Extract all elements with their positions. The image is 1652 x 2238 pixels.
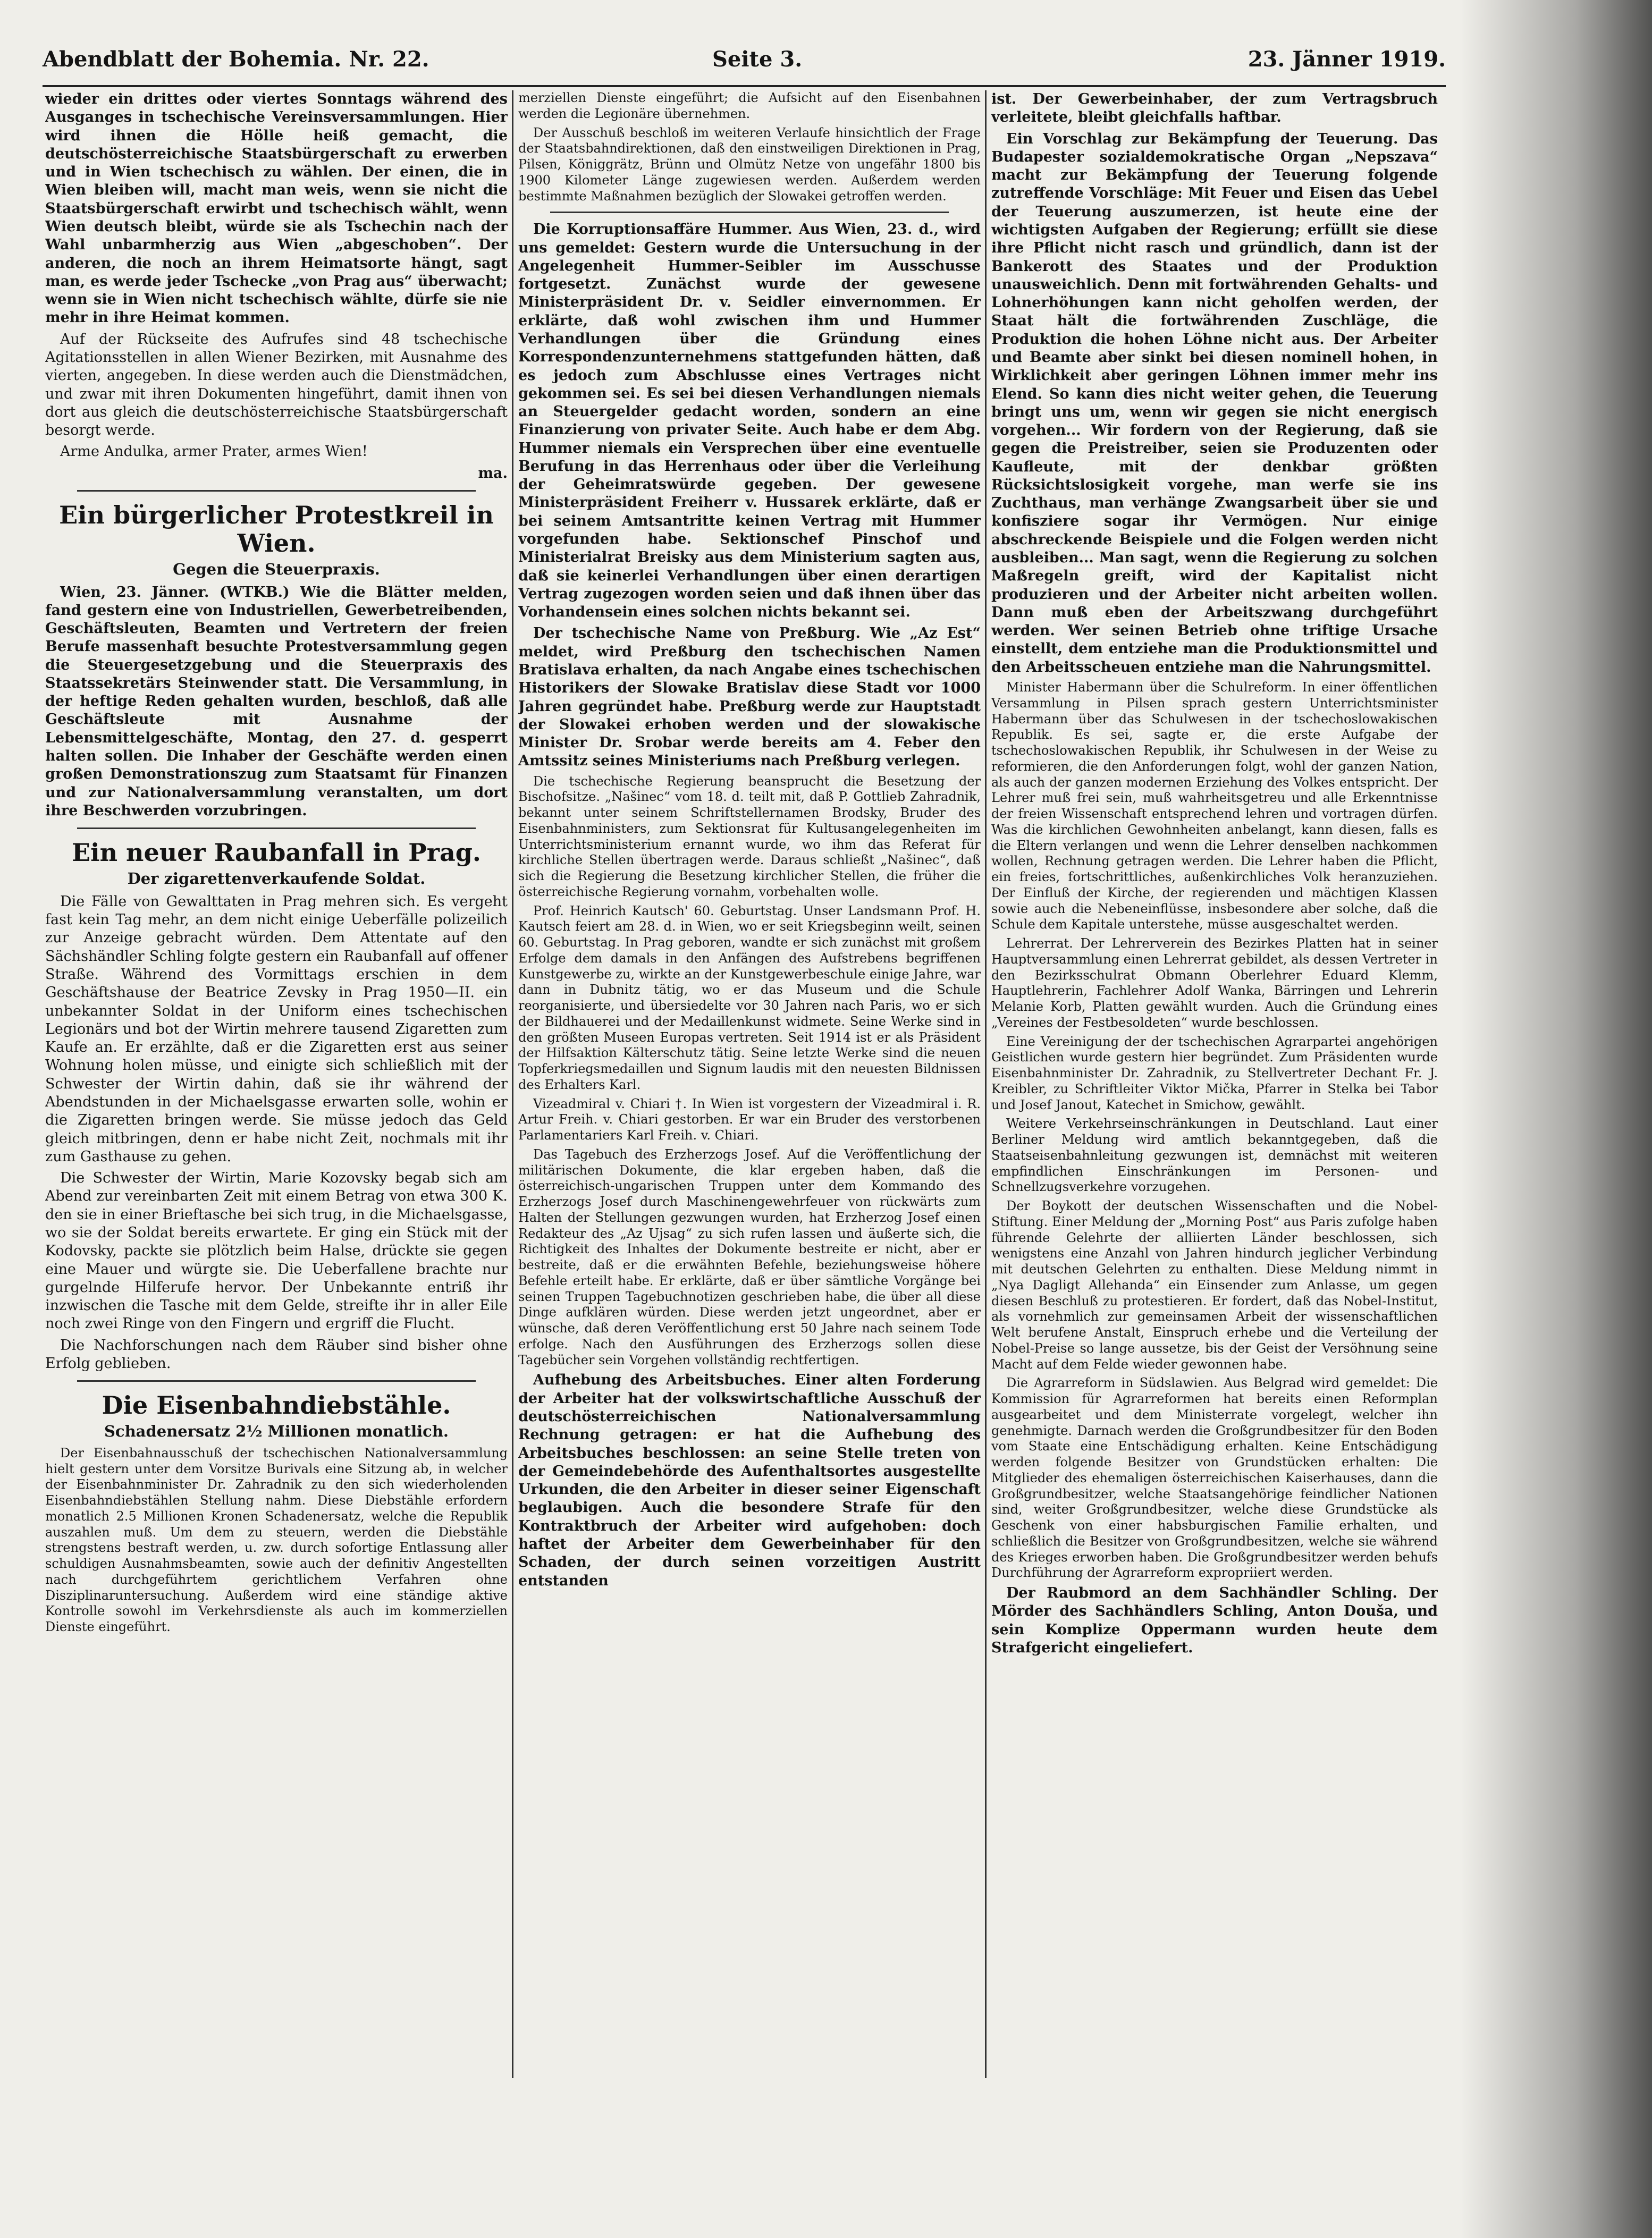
article-separator [77,827,476,829]
article-separator [550,212,949,213]
article-paragraph: Lehrerrat. Der Lehrerverein des Bezirkes Platten hat in seiner Hauptversammlung einen Lehrerrat gebildet, als dessen Vertreter in den Bezirksschulrat Obmann Oberlehrer Eduard Klemm, Hauptlehrerin, Fachlehrer Adolf Wanka, Bärringen und Lehrerin Melanie Korb, Platten gewählt wurden. Auch die Gründung eines „Vereines der Festbesoldeten“ wurde beschlossen. [991,936,1438,1030]
article-paragraph: Der tschechische Name von Preßburg. Wie „Az Est“ meldet, wird Preßburg den tschechischen Namen Bratislava erhalten, da nach Angabe eines tschechischen Historikers der Slowake Bratislav diese Stadt vor 1000 Jahren gegründet habe. Preßburg werde zur Hauptstadt der Slowakei erhoben werden und der slowakische Minister Dr. Srobar werde bereits am 4. Feber den Amtssitz seines Ministeriums nach Preßburg verlegen. [518,625,981,770]
article-paragraph: Der Boykott der deutschen Wissenschaften und die Nobel-Stiftung. Einer Meldung der „Morning Post“ aus Paris zufolge haben führende Gelehrte der alliierten Länder beschlossen, sich wenigstens eine Anzahl von Jahren hindurch jeglicher Verbindung mit deutschen Gelehrten zu enthalten. Diese Meldung nimmt in „Nya Dagligt Allehanda“ ein Einsender zum Anlasse, um gegen diesen Beschluß zu protestieren. Er fordert, daß das Nobel-Institut, als vornehmlich zur gemeinsamen Arbeit der wissenschaftlichen Welt berufene Anstalt, Einspruch erhebe und die Verteilung der Nobel-Preise so lange aussetze, bis der Geist der Versöhnung seine Macht auf dem Felde wieder gewonnen habe. [991,1198,1438,1372]
page-number: Seite 3. [712,47,803,72]
issue-date: 23. Jänner 1919. [1248,47,1446,72]
article-subheadline: Gegen die Steuerpraxis. [173,560,380,578]
article-paragraph: Die Fälle von Gewalttaten in Prag mehren sich. Es vergeht fast kein Tag mehr, an dem nicht einige Ueberfälle polizeilich zur Anzeige gebracht würden. Dem Attentate auf den Sächshändler Schling folgte gestern ein Raubanfall auf offener Straße. Während des Vormittags erschien in dem Geschäftshause der Beatrice Zevsky in Prag 1950—II. ein unbekannter Soldat in der Uniform eines tschechischen Legionärs und bot der Wirtin mehrere tausend Zigaretten zum Kaufe an. Er erzählte, daß er die Zigaretten erst aus seiner Wohnung holen müsse, und einigte sich schließlich mit der Schwester der Wirtin dahin, daß sie ihr während der Abendstunden in der Michaelsgasse erwarten solle, wohin er die Zigaretten bringen werde. Sie müsse jedoch das Geld gleich mitbringen, denn er habe nicht Zeit, nochmals mit ihr zum Gasthause zu gehen. [45,893,508,1165]
article-paragraph: Der Raubmord an dem Sachhändler Schling. Der Mörder des Sachhändlers Schling, Anton Douša, und sein Komplize Oppermann wurden heute dem Strafgericht eingeliefert. [991,1585,1438,1656]
column-rule [985,90,987,2078]
author-signature: ma. [478,465,508,482]
article-paragraph: Das Tagebuch des Erzherzogs Josef. Auf die Veröffentlichung der militärischen Dokumente, die klar ergeben haben, daß die österreichisch-ungarischen Truppen unter dem Kommando des Erzherzogs Josef durch Maschinengewehrfeuer von rückwärts zum Halten der Stellungen gezwungen wurden, hat Erzherzog Josef einen Redakteur des „Az Ujsag“ zu sich rufen lassen und äußerte sich, die Richtigkeit des Inhaltes der Dokumente bestreite er nicht, aber er bestreite, daß er die erwähnten Befehle, beziehungsweise höhere Befehle erteilt habe. Er erklärte, daß er über sämtliche Vorgänge bei seinen Truppen Tagebuchnotizen geschrieben habe, die über all diese Dinge aufklären würden. Diese werden jetzt ungeordnet, aber er wünsche, daß deren Veröffentlichung erst 50 Jahre nach seinem Tode erfolge. Nach den Ausführungen des Erzherzogs sollen diese Tagebücher sein Vorgehen vollständig rechtfertigen. [518,1146,981,1367]
article-paragraph: Minister Habermann über die Schulreform. In einer öffentlichen Versammlung in Pilsen sprach gestern Unterrichtsminister Habermann über das Schulwesen in der tschechoslowakischen Republik. Es sei, sagte er, die erste Aufgabe der tschechoslowakischen Republik, ihr Schulwesen in der Weise zu reformieren, die den Anforderungen folgt, wohl der ganzen Nation, als auch der ganzen modernen Erziehung des Volkes entspricht. Der Lehrer muß frei sein, muß wahrheitsgetreu und alle Erkenntnisse der freien Wissenschaft entsprechend lehren und vortragen dürfen. Was die kirchlichen Gewohnheiten anbelangt, kann diesen, falls es die Eltern verlangen und wenn die Lehrer denselben nachkommen wollen, Rechnung getragen werden. Die Lehrer haben die Pflicht, ein freies, fortschrittliches, außenkirchliches Volk heranzuziehen. Der Einfluß der Kirche, der regierenden und mächtigen Klassen sowie auch die Nebeneinflüsse, insbesondere aber solche, daß die Schule dem Kapitale unterstehe, müsse ausgeschaltet werden. [991,680,1438,932]
article-paragraph: Vizeadmiral v. Chiari †. In Wien ist vorgestern der Vizeadmiral i. R. Artur Freih. v. Chiari gestorben. Er war ein Bruder des verstorbenen Parlamentariers Karl Freih. v. Chiari. [518,1096,981,1143]
article-paragraph: Der Eisenbahnausschuß der tschechischen Nationalversammlung hielt gestern unter dem Vorsitze Burivals eine Sitzung ab, in welcher der Eisenbahnminister Dr. Zahradnik zu den sich wiederholenden Eisenbahndiebstählen Stellung nahm. Diese Diebstähle erfordern monatlich 2.5 Millionen Kronen Schadenersatz, welche die Republik auszahlen muß. Um dem zu steuern, werden die Diebstähle strengstens bestraft werden, u. zw. durch sofortige Entlassung aller schuldigen Ausnahmsbeamten, sowie auch der definitiv Angestellten nach durchgeführtem gerichtlichem Verfahren ohne Disziplinaruntersuchung. Außerdem wird eine ständige aktive Kontrolle sowohl im Verkehrsdienste als auch im kommerziellen Dienste eingeführt. [45,1445,508,1635]
article-separator [77,1380,476,1382]
header-rule [43,85,1446,87]
article-paragraph: Ein Vorschlag zur Bekämpfung der Teuerung. Das Budapester sozialdemokratische Organ „Nepszava“ macht zur Bekämpfung der Teuerung folgende zutreffende Vorschläge: Mit Feuer und Eisen das Uebel der Teuerung auszumerzen, ist heute eine der wichtigsten Aufgaben der Regierung; erfüllt sie diese ihre Pflicht nicht rasch und gründlich, dann ist der Bankerott des Staates und der Produktion unausweichlich. Denn mit fortwährenden Gehalts- und Lohnerhöhungen kann nicht geholfen werden, der Staat hält die fortwährenden Zuschläge, die Produktion die hohen Löhne nicht aus. Der Arbeiter und Beamte aber sinkt bei diesen nominell hohen, in Wirklichkeit aber geringen Löhnen immer mehr ins Elend. So kann dies nicht weiter gehen, die Teuerung bringt uns um, wenn wir gegen sie nicht energisch vorgehen... Wir fordern von der Regierung, daß sie gegen die Preistreiber, seien sie Produzenten oder Kaufleute, mit der denkbar größten Rücksichtslosigkeit vorgehe, man werfe sie ins Zuchthaus, man verhänge Zwangsarbeit über sie und konfisziere sogar ihr Vermögen. Nur einige abschreckende Beispiele und die Folgen werden nicht ausbleiben... Man sagt, wenn die Regierung zu solchen Maßregeln greift, wird der Kapitalist nicht produzieren und der Arbeiter nicht arbeiten wollen. Dann muß eben der Arbeitszwang durchgeführt werden. Wer seinen Betrieb ohne triftige Ursache einstellt, dem entziehe man die Produktionsmittel und den Arbeitsscheuen entziehe man die Nahrungsmittel. [991,130,1438,675]
article-paragraph: Die Nachforschungen nach dem Räuber sind bisher ohne Erfolg geblieben. [45,1337,508,1372]
column-3 [991,90,1438,2094]
article-paragraph: Arme Andulka, armer Prater, armes Wien! [60,443,368,460]
article-headline: Die Eisenbahndiebstähle. [102,1391,451,1420]
article-paragraph: Aufhebung des Arbeitsbuches. Einer alten Forderung der Arbeiter hat der volkswirtschaftliche Ausschuß der deutschösterreichischen Nationalversammlung Rechnung getragen: er hat die Aufhebung des Arbeitsbuches beschlossen: an seine Stelle treten von der Gemeindebehörde des Aufenthaltsortes ausgestellte Urkunden, die den Arbeiter in dieser seiner Eigenschaft beglaubigen. Auch die besondere Strafe für den Kontraktbruch der Arbeiter wird aufgehoben: doch haftet der Arbeiter dem Gewerbeinhaber für den Schaden, der durch seinen vorzeitigen Austritt entstanden [518,1372,981,1589]
article-paragraph: Auf der Rückseite des Aufrufes sind 48 tschechische Agitationsstellen in allen Wiener Bezirken, mit Ausnahme des vierten, angegeben. In diese werden auch die Dienstmädchen, und zwar mit ihren Dokumenten hingeführt, damit ihnen von dort aus gleich die deutschösterreichische Staatsbürgerschaft besorgt werde. [45,331,508,439]
article-separator [77,490,476,492]
article-paragraph: Die Schwester der Wirtin, Marie Kozovsky begab sich am Abend zur vereinbarten Zeit mit einem Betrag von etwa 300 K. den sie in einer Brieftasche bei sich trug, in die Michaelsgasse, wo sie der Soldat bereits erwartete. Er ging ein Stück mit der Kodovsky, packte sie plötzlich beim Halse, drückte sie gegen eine Mauer und würgte sie. Die Ueberfallene brachte nur gurgelnde Hilferufe hervor. Der Unbekannte entriß ihr inzwischen die Tasche mit dem Gelde, streifte ihr in aller Eile noch zwei Ringe von den Fingern und ergriff die Flucht. [45,1170,508,1332]
article-headline: Ein bürgerlicher Protestkreil in Wien. [59,500,494,558]
column-1 [45,90,508,2094]
masthead: Abendblatt der Bohemia. Nr. 22. [43,47,429,72]
article-subheadline: Der zigarettenverkaufende Soldat. [127,869,426,888]
article-paragraph: merziellen Dienste eingeführt; die Aufsicht auf den Eisenbahnen werden die Legionäre übernehmen. [518,90,981,121]
article-paragraph: Die Agrarreform in Südslawien. Aus Belgrad wird gemeldet: Die Kommission für Agrarreformen hat bereits einen Reformplan ausgearbeitet und dem Ministerrate vorgelegt, welcher ihn genehmigte. Darnach werden die Großgrundbesitzer für den Boden vom Staate eine Entschädigung erhalten. Keine Entschädigung werden folgende Besitzer von Grundstücken erhalten: Die Mitglieder des ehemaligen österreichischen Kaiserhauses, dann die Großgrundbesitzer, welche Staatsangehörige feindlicher Nationen sind, weiter Großgrundbesitzer, welche diese Grundstücke als Geschenk von einer habsburgischen Familie erhalten, und schließlich die Besitzer von Großgrundbesitzen, welche sie während des Krieges erworben haben. Die Großgrundbesitzer werden behufs Durchführung der Agrarreform expropriiert werden. [991,1375,1438,1581]
article-paragraph: Der Ausschuß beschloß im weiteren Verlaufe hinsichtlich der Frage der Staatsbahndirektionen, daß den einstweiligen Direktionen in Prag, Pilsen, Königgrätz, Brünn und Olmütz Netze von ungefähr 1800 bis 1900 Kilometer Länge zugewiesen werden. Außerdem werden bestimmte Maßnahmen bezüglich der Slowakei getroffen werden. [518,125,981,204]
column-rule [512,90,513,2078]
scan-edge-shadow [1461,0,1652,2238]
column-2 [518,90,981,2094]
article-paragraph: Die Korruptionsaffäre Hummer. Aus Wien, 23. d., wird uns gemeldet: Gestern wurde die Untersuchung in der Angelegenheit Hummer-Seibler im Ausschusse fortgesetzt. Zunächst wurde der gewesene Ministerpräsident Dr. v. Seidler einvernommen. Er erklärte, daß wohl zwischen ihm und Hummer Verhandlungen über die Gründung eines Korrespondenzunternehmens stattgefunden hätten, daß es jedoch zum Abschlusse eines Vertrages nicht gekommen sei. Es sei bei diesen Verhandlungen niemals an Steuergelder gedacht worden, sondern an eine Finanzierung von privater Seite. Auch habe er dem Abg. Hummer niemals ein Versprechen über eine eventuelle Berufung in das Herrenhaus oder über die Verleihung der Geheimratswürde gegeben. Der gewesene Ministerpräsident Freiherr v. Hussarek erklärte, daß er bei seinem Amtsantritte keinen Vertrag mit Hummer vorgefunden habe. Sektionschef Pinschof und Ministerialrat Breisky aus dem Ministerium sagten aus, daß sie keinerlei Verhandlungen über einen derartigen Vertrag zugezogen worden seien und daß ihnen über das Vorhandensein eines solchen nichts bekannt sei. [518,221,981,621]
article-paragraph: Die tschechische Regierung beansprucht die Besetzung der Bischofsitze. „Našinec“ vom 18. d. teilt mit, daß P. Gottlieb Zahradnik, bekannt unter seinem Schriftstellernamen Brodsky, Bruder des Eisenbahnministers, zum Sektionsrat für Kultusangelegenheiten im Unterrichtsministerium ernannt wurde, wo ihm das Referat für kirchliche Stellen übertragen werde. Daraus schließt „Našinec“, daß sich die Regierung die Besetzung kirchlicher Stellen, die früher die österreichische Regierung vornahm, vorbehalten wolle. [518,773,981,899]
article-headline: Ein neuer Raubanfall in Prag. [72,838,481,867]
article-subheadline: Schadenersatz 2½ Millionen monatlich. [104,1422,449,1441]
page-header [43,47,1446,84]
article-paragraph: Prof. Heinrich Kautsch' 60. Geburtstag. Unser Landsmann Prof. H. Kautsch feiert am 28. d. in Wien, wo er seit Kriegsbeginn weilt, seinen 60. Geburtstag. In Prag geboren, wandte er sich zunächst mit großem Erfolge dem damals in den Anfängen des Aufstrebens begriffenen Kunstgewerbe zu, wirkte an der Kunstgewerbeschule einige Jahre, war dann in Dubnitz tätig, wo er das Museum und die Schule reorganisierte, und übersiedelte vor 30 Jahren nach Paris, wo er sich der Bildhauerei und der Medaillenkunst widmete. Seine Werke sind in den größten Museen Europas vertreten. Seit 1914 ist er als Präsident der Hilfsaktion Kälterschutz tätig. Seine letzte Werke sind die neuen Topferkriegsmedaillen und Signum laudis mit den neuesten Bildnissen des Erhalters Karl. [518,903,981,1092]
article-paragraph: wieder ein drittes oder viertes Sonntags während des Ausganges in tschechische Vereinsversammlungen. Hier wird ihnen die Hölle heiß gemacht, die deutschösterreichische Staatsbürgerschaft zu erwerben und in Wien tschechisch zu wählen. Der einen, die in Wien bleiben will, macht man weis, wenn sie nicht die Staatsbürgerschaft erwirbt und tschechisch wählt, wenn Wien deutsch bleibt, würde sie als Tschechin nach der Wahl unbarmherzig aus Wien „abgeschoben“. Der anderen, die noch an ihrem Heimatsorte hängt, sagt man, es werde jeder Tschecke „von Prag aus“ überwacht; wenn sie in Wien nicht tschechisch wählte, dürfe sie nie mehr in ihre Heimat kommen. [45,91,508,326]
article-paragraph: Wien, 23. Jänner. (WTKB.) Wie die Blätter melden, fand gestern eine von Industriellen, Gewerbetreibenden, Geschäftsleuten, Beamten und Vertretern der freien Berufe massenhaft besuchte Protestversammlung gegen die Steuergesetzgebung und die Steuerpraxis des Staatssekretärs Steinwender statt. Die Versammlung, in der heftige Reden gehalten wurden, beschloß, daß alle Geschäftsleute mit Ausnahme der Lebensmittelgeschäfte, Montag, den 27. d. gesperrt halten sollen. Die Inhaber der Geschäfte werden einen großen Demonstrationszug zum Staatsamt für Finanzen und zur Nationalversammlung veranstalten, um dort ihre Beschwerden vorzubringen. [45,584,508,819]
article-paragraph: Weitere Verkehrseinschränkungen in Deutschland. Laut einer Berliner Meldung wird amtlich bekanntgegeben, daß die Staatseisenbahnleitung gezwungen ist, demnächst mit weiteren empfindlichen Einschränkungen im Personen- und Schnellzugsverkehre vorzugehen. [991,1116,1438,1195]
article-paragraph: ist. Der Gewerbeinhaber, der zum Vertragsbruch verleitete, bleibt gleichfalls haftbar. [991,91,1438,126]
article-paragraph: Eine Vereinigung der der tschechischen Agrarpartei angehörigen Geistlichen wurde gestern hier begründet. Zum Präsidenten wurde Eisenbahnminister Dr. Zahradnik, zu Stellvertreter Dechant Fr. J. Kreibler, zu Schriftleiter Viktor Mička, Pfarrer in Stelka bei Tabor und Josef Janout, Katechet in Smichow, gewählt. [991,1034,1438,1112]
